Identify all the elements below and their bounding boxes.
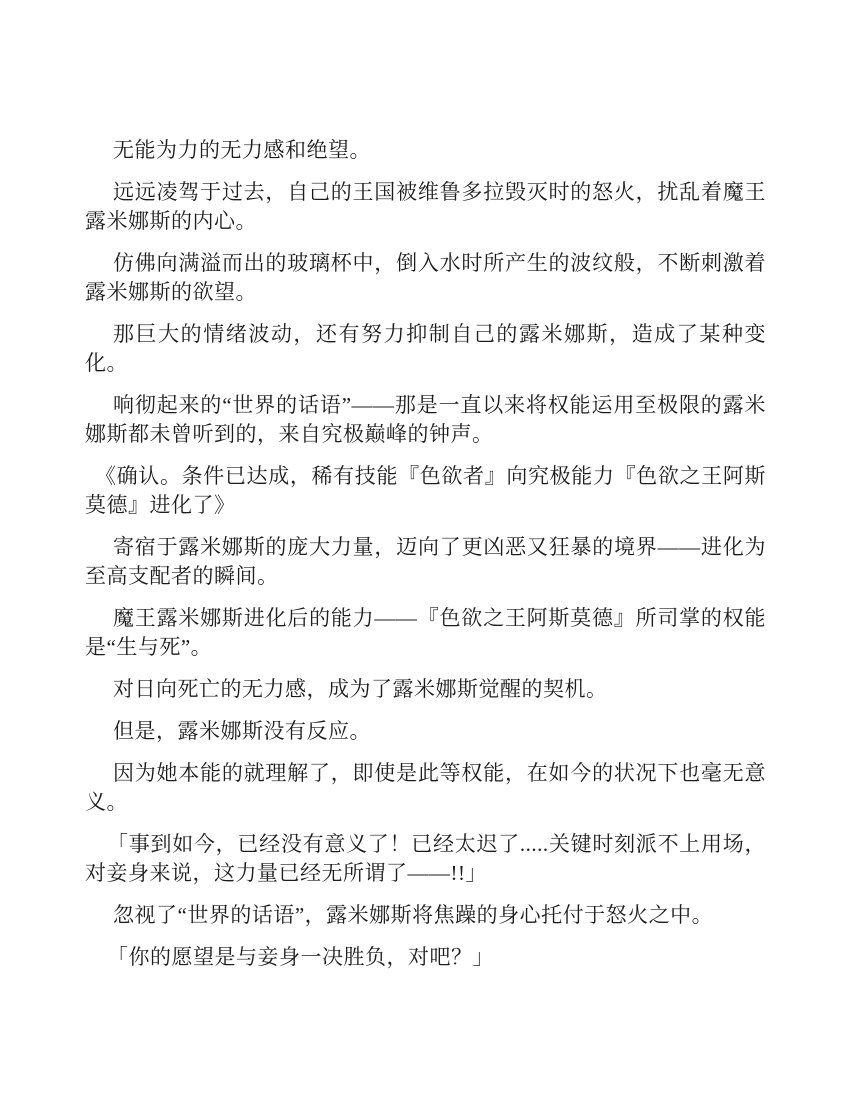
paragraph-8: 魔王露米娜斯进化后的能力——『色欲之王阿斯莫德』所司掌的权能是“生与死”。 [85, 606, 766, 659]
paragraph-9: 对日向死亡的无力感，成为了露米娜斯觉醒的契机。 [113, 677, 608, 701]
paragraph-5: 响彻起来的“世界的话语”——那是一直以来将权能运用至极限的露米娜斯都未曾听到的，来自究极巅峰的钟声。 [85, 393, 766, 446]
paragraph-11: 因为她本能的就理解了，即使是此等权能，在如今的状况下也毫无意义。 [85, 761, 766, 814]
paragraph-6: 《确认。条件已达成，稀有技能『色欲者』向究极能力『色欲之王阿斯莫德』进化了》 [85, 464, 766, 517]
page-text-body [85, 136, 766, 985]
paragraph-3: 仿佛向满溢而出的玻璃杯中，倒入水时所产生的波纹般，不断刺激着露米娜斯的欲望。 [85, 251, 766, 304]
paragraph-2: 远远凌驾于过去，自己的王国被维鲁多拉毁灭时的怒火，扰乱着魔王露米娜斯的内心。 [85, 180, 766, 233]
paragraph-1: 无能为力的无力感和绝望。 [113, 138, 371, 162]
paragraph-14: 「你的愿望是与妾身一决胜负，对吧？」 [107, 945, 494, 969]
paragraph-12: 「事到如今，已经没有意义了！已经太迟了.....关键时刻派不上用场，对妾身来说，这力量已经无所谓了——!!」 [85, 832, 766, 885]
paragraph-7: 寄宿于露米娜斯的庞大力量，迈向了更凶恶又狂暴的境界——进化为至高支配者的瞬间。 [85, 535, 766, 588]
paragraph-13: 忽视了“世界的话语”，露米娜斯将焦躁的身心托付于怒火之中。 [113, 903, 714, 927]
paragraph-4: 那巨大的情绪波动，还有努力抑制自己的露米娜斯，造成了某种变化。 [85, 322, 766, 375]
paragraph-10: 但是，露米娜斯没有反应。 [113, 719, 371, 743]
